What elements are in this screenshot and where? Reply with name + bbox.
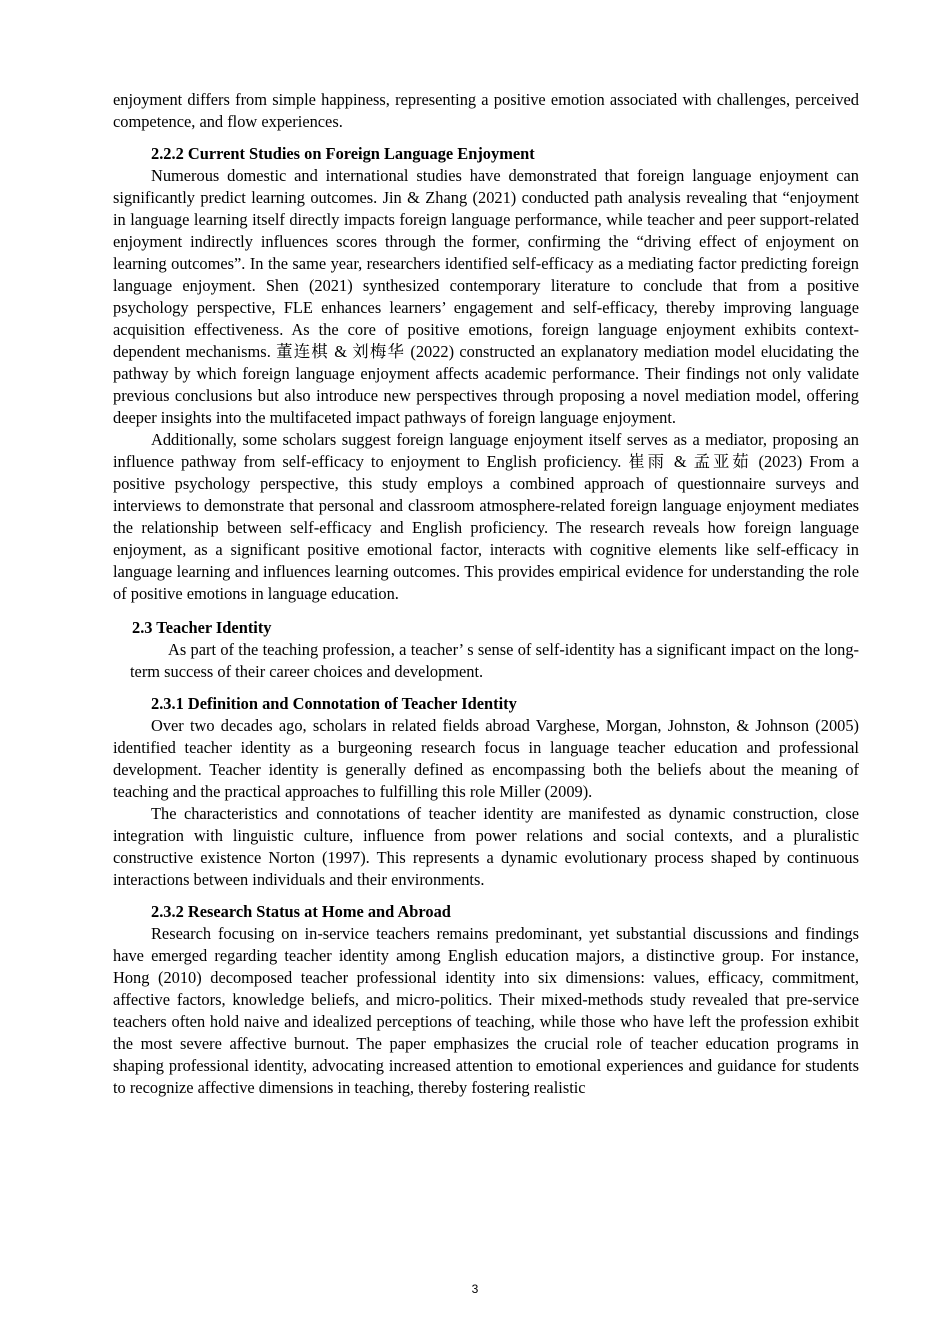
paragraph-teacher-identity-intro: As part of the teaching profession, a teacher’ s sense of self-identity has a significant impact on the long-term success of their career choices and development. bbox=[130, 640, 859, 681]
paragraph-research-status: Research focusing on in-service teachers remains predominant, yet substantial discussions and findings have emerged regarding teacher identity among English education majors, a distinctive group. For instance, Hong (2010) decomposed teacher professional identity into six dimensions: values, efficacy, commitment, affective factors, knowledge beliefs, and micro-politics. Their mixed-methods study revealed that pre-service teachers often hold naive and idealized perceptions of teaching, while those who have left the profession exhibit the most severe affective burnout. The paper emphasizes the crucial role of teacher education programs in shaping professional identity, advocating increased attention to emotional experiences and guidance for students to recognize affective dimensions in teaching, thereby fostering realistic bbox=[113, 924, 859, 1097]
heading-2-3: 2.3 Teacher Identity bbox=[132, 618, 272, 637]
heading-2-3-1: 2.3.1 Definition and Connotation of Teacher Identity bbox=[151, 694, 517, 713]
document-page bbox=[113, 89, 859, 1099]
page-number: 3 bbox=[471, 1282, 479, 1296]
heading-2-3-2: 2.3.2 Research Status at Home and Abroad bbox=[151, 902, 451, 921]
paragraph-fle-studies: Numerous domestic and international studies have demonstrated that foreign language enjoyment can significantly predict learning outcomes. Jin & Zhang (2021) conducted path analysis revealing that “enjoyment in language learning itself directly impacts foreign language performance, while teacher and peer support-related enjoyment indirectly influences scores through the former, confirming the “driving effect of enjoyment on learning outcomes”. In the same year, researchers identified self-efficacy as a mediating factor predicting foreign language enjoyment. Shen (2021) synthesized contemporary literature to conclude that from a positive psychology perspective, FLE enhances learners’ engagement and self-efficacy, thereby improving language acquisition effectiveness. As the core of positive emotions, foreign language enjoyment exhibits context-dependent mechanisms. 董连棋 & 刘梅华 (2022) constructed an explanatory mediation model elucidating the pathway by which foreign language enjoyment affects academic performance. Their findings not only validate previous conclusions but also introduce new perspectives through proposing a novel mediation model, offering deeper insights into the multifaceted impact pathways of foreign language enjoyment. bbox=[113, 166, 859, 427]
paragraph-fle-mediator: Additionally, some scholars suggest foreign language enjoyment itself serves as a mediator, proposing an influence pathway from self-efficacy to enjoyment to English proficiency. 崔雨 & 孟亚茹 (2023) From a positive psychology perspective, this study employs a combined approach of questionnaire surveys and interviews to demonstrate that personal and classroom atmosphere-related foreign language enjoyment mediates the relationship between self-efficacy and English proficiency. The research reveals how foreign language enjoyment, as a significant positive emotional factor, interacts with cognitive elements like self-efficacy in language learning and influences learning outcomes. This provides empirical evidence for understanding the role of positive emotions in language education. bbox=[113, 430, 859, 603]
paragraph-identity-definition: Over two decades ago, scholars in related fields abroad Varghese, Morgan, Johnston, & Johnson (2005) identified teacher identity as a burgeoning research focus in language teacher education and professional development. Teacher identity is generally defined as encompassing both the beliefs about the meaning of teaching and the practical approaches to fulfilling this role Miller (2009). bbox=[113, 716, 859, 801]
paragraph-continuation: enjoyment differs from simple happiness, representing a positive emotion associated with challenges, perceived competence, and flow experiences. bbox=[113, 90, 859, 131]
heading-2-2-2: 2.2.2 Current Studies on Foreign Language Enjoyment bbox=[151, 144, 535, 163]
paragraph-identity-characteristics: The characteristics and connotations of teacher identity are manifested as dynamic construction, close integration with linguistic culture, influence from power relations and social contexts, and a pluralistic constructive existence Norton (1997). This represents a dynamic evolutionary process shaped by continuous interactions between individuals and their environments. bbox=[113, 804, 859, 889]
